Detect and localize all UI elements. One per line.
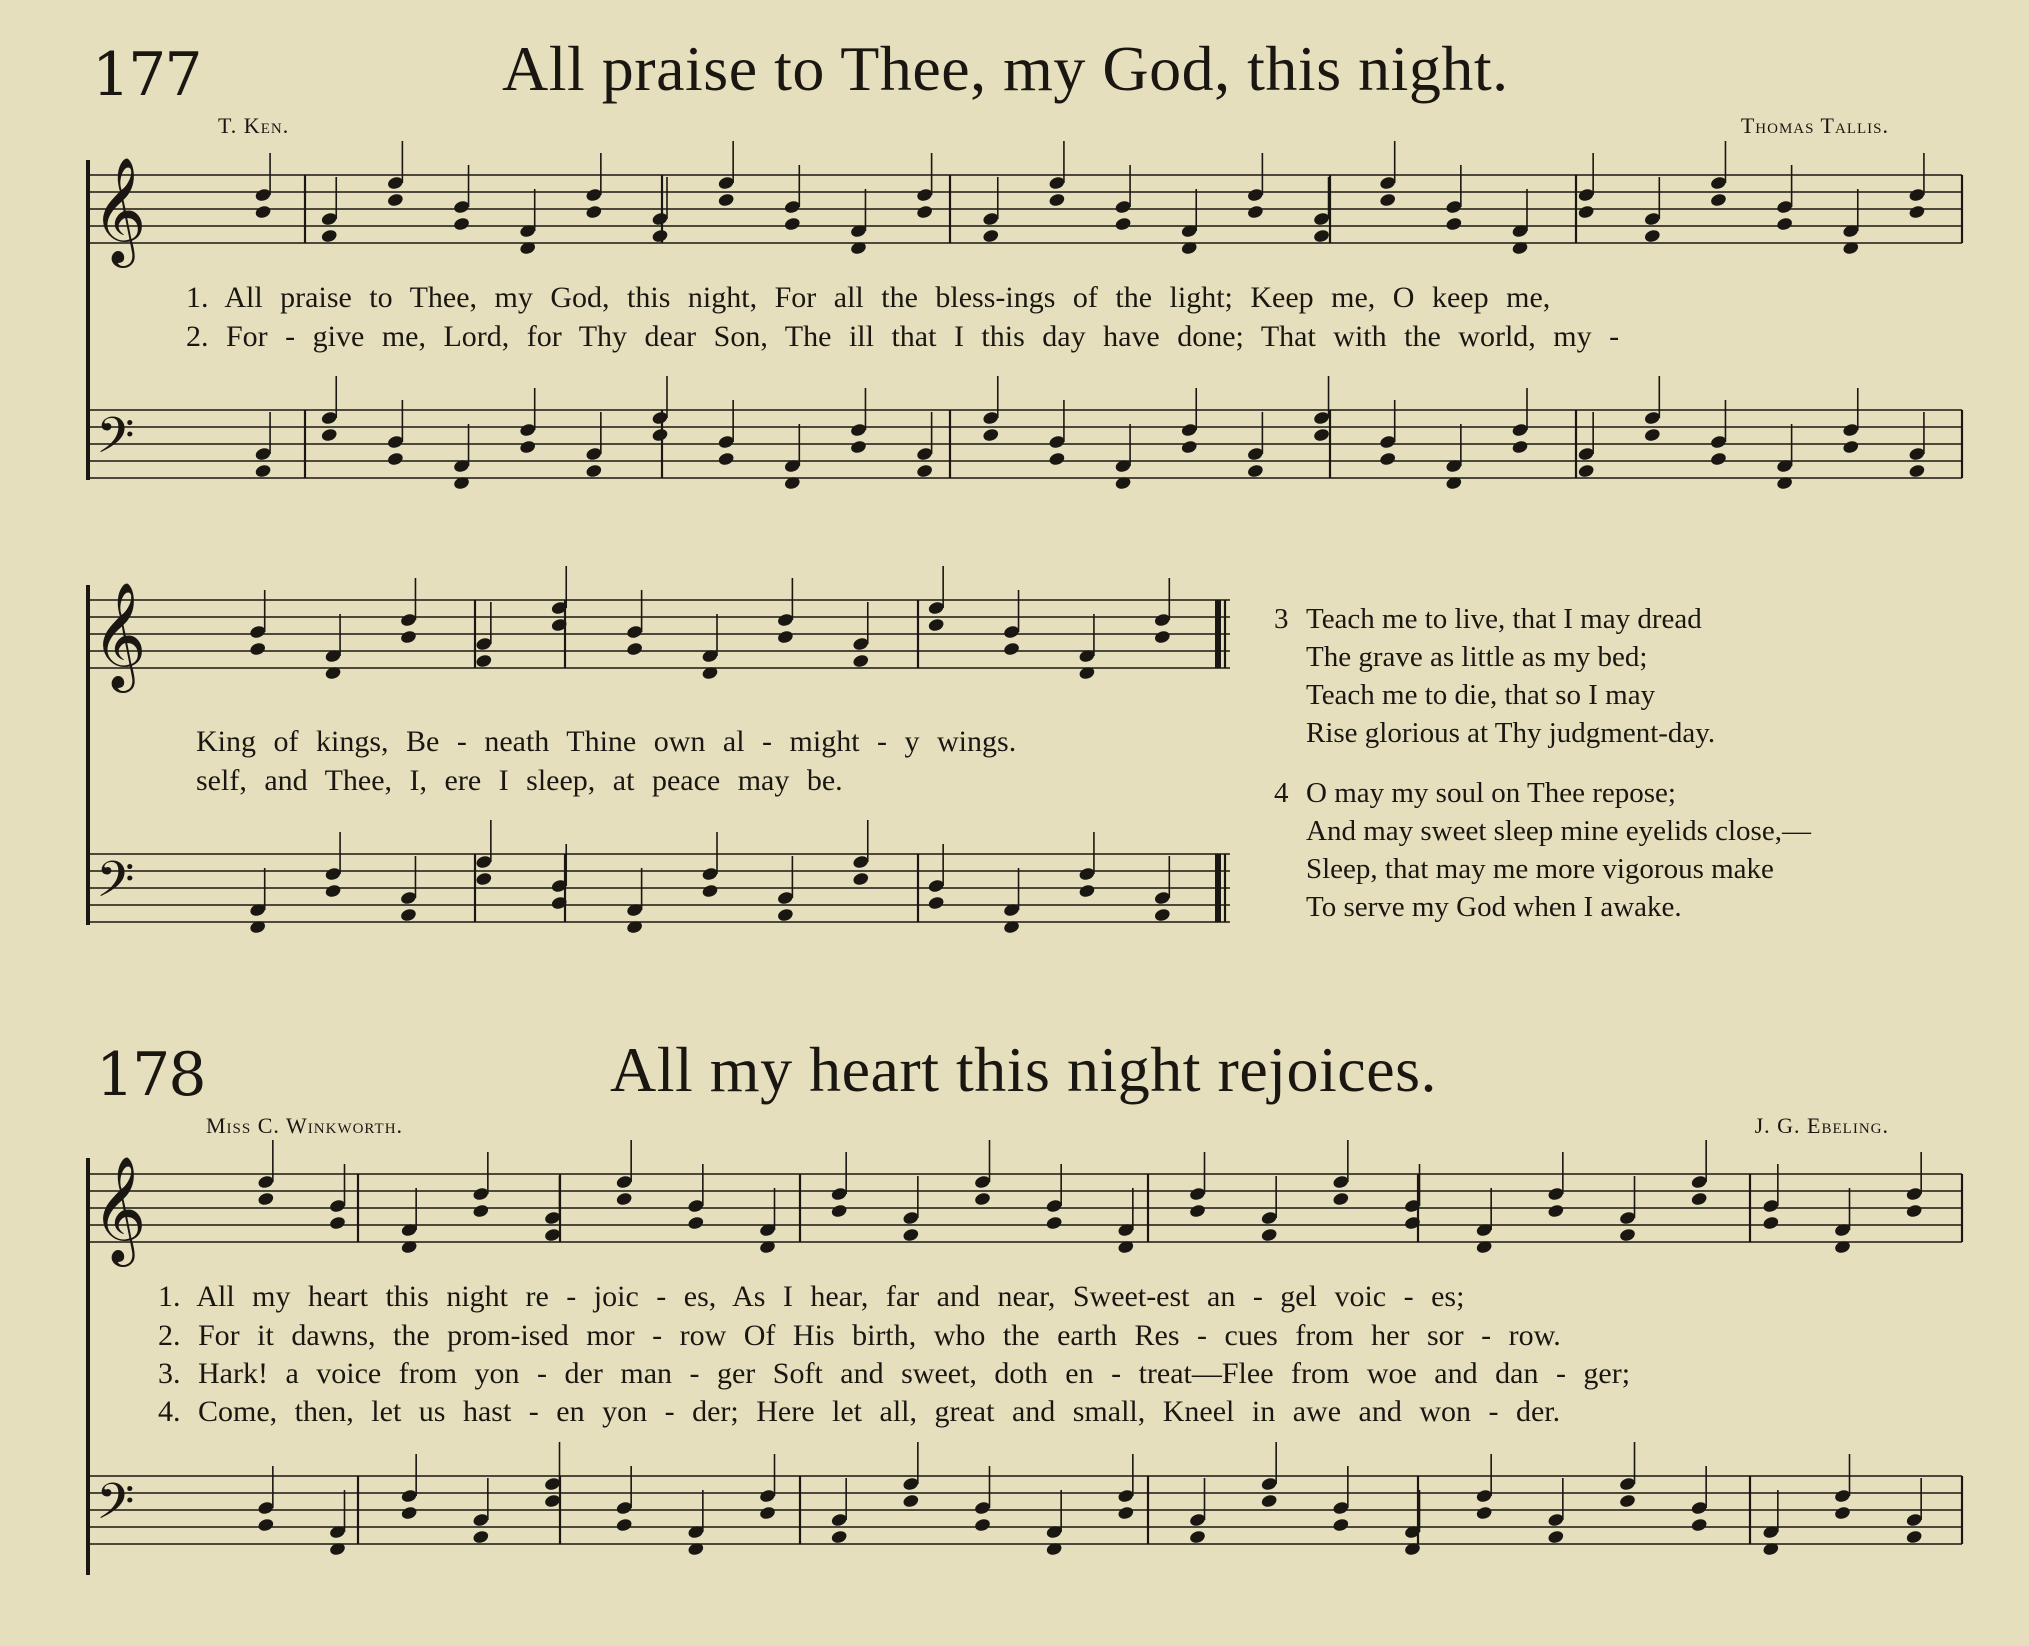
lyric-line: self, and Thee, I, ere I sleep, at peace may be. [196,764,843,797]
note-head [254,463,272,478]
lyric-line: 4. Come, then, let us hast - en yon - der; Here let all, great and small, Kneel in awe and won - der. [158,1395,1561,1428]
note-head [519,439,537,454]
note-head [1842,439,1860,454]
note-head [1260,1493,1278,1508]
note-head [1547,1529,1565,1544]
note-head [544,1493,562,1508]
note-head [759,1505,777,1520]
note-head [320,228,338,243]
verse-line: Rise glorious at Thy judgment-day. [1306,717,1716,749]
note-head [974,1517,992,1532]
note-head [776,629,794,644]
bass-clef: 𝄢 [96,407,135,477]
note-head [254,204,272,219]
note-head [1379,192,1397,207]
note-head [687,1215,705,1230]
note-head [1511,439,1529,454]
verse-line: Sleep, that may me more vigorous make [1306,853,1774,885]
note-head [453,216,471,231]
note-head [1246,204,1264,219]
note-head [324,883,342,898]
note-head [1313,427,1331,442]
note-head [585,463,603,478]
verse-line: Teach me to die, that so I may [1306,679,1656,711]
note-head [1577,204,1595,219]
bass-clef: 𝄢 [96,851,135,921]
note-head [717,192,735,207]
lyric-line: 1. All my heart this night re - joic - es, As I hear, far and near, Sweet-est an - gel voic - es; [158,1280,1465,1313]
note-head [1690,1517,1708,1532]
note-head [475,871,493,886]
note-head [386,192,404,207]
note-head [701,883,719,898]
verse-line: O may my soul on Thee repose; [1306,777,1676,809]
note-head [249,641,267,656]
note-head [1643,427,1661,442]
note-head [1246,463,1264,478]
note-head [1153,629,1171,644]
note-head [776,907,794,922]
note-head [1153,907,1171,922]
note-head [1905,1203,1923,1218]
hymn-number: 178 [96,1040,205,1110]
note-head [1189,1529,1207,1544]
note-head [974,1191,992,1206]
composer-credit: Thomas Tallis. [1740,113,1889,138]
note-head [626,641,644,656]
note-head [1762,1215,1780,1230]
note-head [1690,1191,1708,1206]
note-head [1048,192,1066,207]
note-head [1117,1505,1135,1520]
note-head [1445,216,1463,231]
verse-number: 4 [1274,777,1289,809]
note-head [329,1215,347,1230]
note-head [1908,204,1926,219]
note-head [400,629,418,644]
lyric-line: King of kings, Be - neath Thine own al - might - y wings. [196,725,1017,758]
author-credit: T. Ken. [218,113,290,138]
verse-line: And may sweet sleep mine eyelids close,— [1306,815,1811,847]
note-head [1905,1529,1923,1544]
note-head [1547,1203,1565,1218]
note-head [1577,463,1595,478]
treble-clef: 𝄞 [92,581,147,688]
note-head [927,617,945,632]
verse-line: Teach me to live, that I may dread [1306,603,1702,635]
note-head [1045,1215,1063,1230]
note-head [1189,1203,1207,1218]
lyric-line: 3. Hark! a voice from yon - der man - ger Soft and sweet, doth en - treat—Flee from woe and dan - ger; [158,1357,1631,1390]
note-head [1260,1227,1278,1242]
note-head [1313,228,1331,243]
note-head [1776,216,1794,231]
author-credit: Miss C. Winkworth. [206,1113,404,1138]
note-head [1114,216,1132,231]
note-head [852,653,870,668]
note-head [916,204,934,219]
verse-number: 3 [1274,603,1289,635]
note-head [472,1529,490,1544]
verse-line: To serve my God when I awake. [1306,891,1682,923]
lyric-line: 2. For it dawns, the prom-ised mor - row Of His birth, who the earth Res - cues from her sor - row. [158,1319,1561,1352]
note-head [615,1191,633,1206]
note-head [1643,228,1661,243]
note-head [472,1203,490,1218]
hymn-title: All my heart this night rejoices. [610,1034,1437,1105]
note-head [1003,641,1021,656]
note-head [475,653,493,668]
note-head [1619,1227,1637,1242]
note-head [615,1517,633,1532]
note-head [400,907,418,922]
note-head [585,204,603,219]
note-head [1332,1517,1350,1532]
note-head [982,228,1000,243]
note-head [1180,439,1198,454]
treble-clef: 𝄞 [92,156,147,263]
note-head [1379,451,1397,466]
note-head [544,1227,562,1242]
note-head [1710,192,1728,207]
note-head [982,427,1000,442]
note-head [1475,1505,1493,1520]
note-head [916,463,934,478]
note-head [902,1493,920,1508]
note-head [386,451,404,466]
note-head [257,1191,275,1206]
note-head [852,871,870,886]
note-head [400,1505,418,1520]
bass-clef: 𝄢 [96,1473,135,1543]
composer-credit: J. G. Ebeling. [1754,1113,1889,1138]
lyric-line: 2. For - give me, Lord, for Thy dear Son, The ill that I this day have done; That with the world, my - [186,320,1620,353]
note-head [1619,1493,1637,1508]
treble-clef: 𝄞 [92,1155,147,1262]
hymn-number: 177 [92,40,201,110]
verse-line: The grave as little as my bed; [1306,641,1648,673]
note-head [1710,451,1728,466]
note-head [257,1517,275,1532]
note-head [320,427,338,442]
note-head [927,895,945,910]
note-head [783,216,801,231]
note-head [1078,883,1096,898]
note-head [1048,451,1066,466]
lyric-line: 1. All praise to Thee, my God, this night, For all the bless-ings of the light; Keep me, O keep me, [186,281,1551,314]
note-head [902,1227,920,1242]
note-head [717,451,735,466]
note-head [830,1203,848,1218]
note-head [850,439,868,454]
note-head [1332,1191,1350,1206]
hymn-title: All praise to Thee, my God, this night. [502,33,1509,104]
note-head [1908,463,1926,478]
note-head [651,228,669,243]
note-head [830,1529,848,1544]
note-head [1834,1505,1852,1520]
note-head [651,427,669,442]
